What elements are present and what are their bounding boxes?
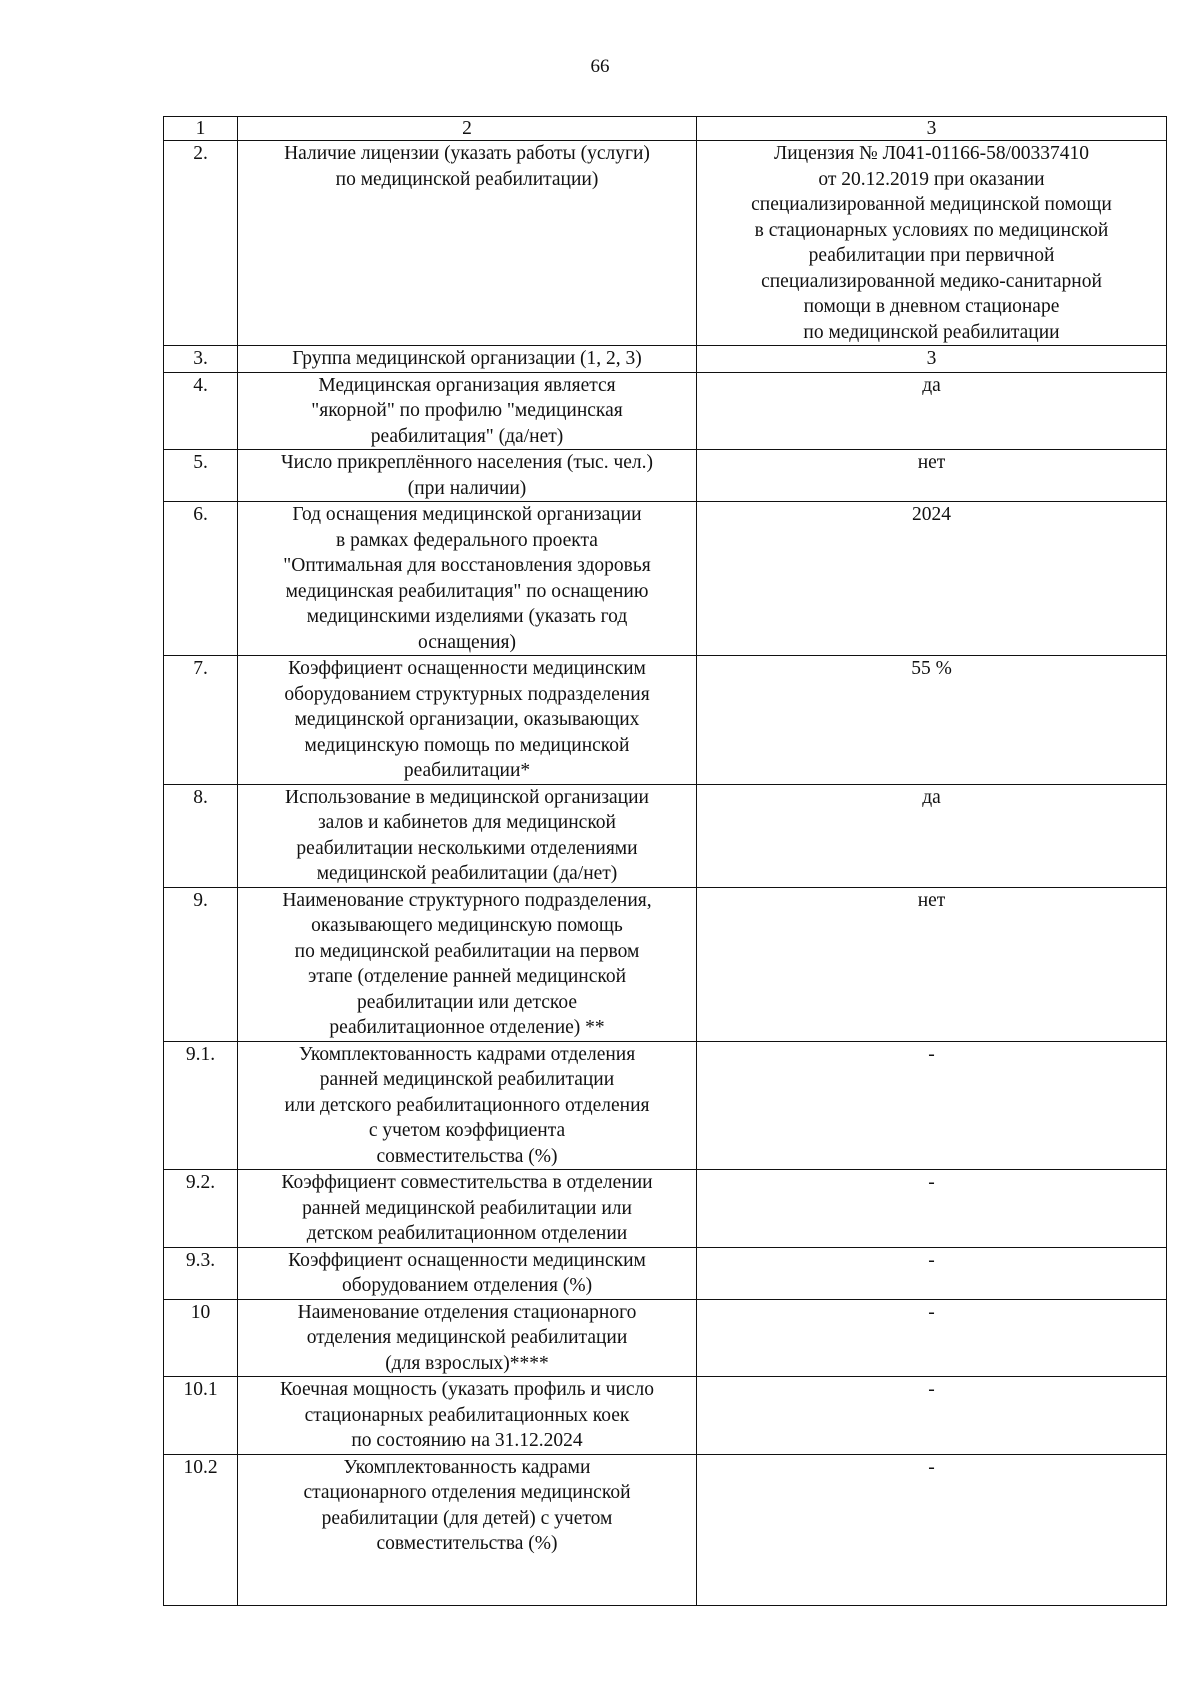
row-indicator: Коэффициент совместительства в отделении ранней медицинской реабилитации или детском реабилитационном отделении	[238, 1170, 697, 1248]
row-number: 5.	[164, 450, 238, 502]
row-indicator: Наименование отделения стационарного отделения медицинской реабилитации (для взрослых)****	[238, 1299, 697, 1377]
row-number: 9.	[164, 887, 238, 1041]
table-row	[164, 502, 1167, 656]
row-indicator: Укомплектованность кадрами стационарного отделения медицинской реабилитации (для детей) с учетом совместительства (%)	[238, 1454, 697, 1605]
row-value: Лицензия № Л041-01166-58/00337410 от 20.12.2019 при оказании специализированной медицинской помощи в стационарных условиях по медицинской реабилитации при первичной специализированной медико-санитарной помощи в дневном стационаре по медицинской реабилитации	[697, 141, 1167, 346]
row-value: 2024	[697, 502, 1167, 656]
data-table	[163, 116, 1167, 1606]
table-row	[164, 1170, 1167, 1248]
row-indicator: Коэффициент оснащенности медицинским оборудованием отделения (%)	[238, 1247, 697, 1299]
row-number: 8.	[164, 784, 238, 887]
row-indicator: Укомплектованность кадрами отделения ранней медицинской реабилитации или детского реабилитационного отделения с учетом коэффициента совместительства (%)	[238, 1041, 697, 1170]
table-row	[164, 1454, 1167, 1605]
row-value: нет	[697, 450, 1167, 502]
row-value: нет	[697, 887, 1167, 1041]
header-cell-3: 3	[697, 117, 1167, 141]
row-value: 55 %	[697, 656, 1167, 785]
row-indicator: Группа медицинской организации (1, 2, 3)	[238, 346, 697, 373]
row-value: -	[697, 1299, 1167, 1377]
row-number: 10	[164, 1299, 238, 1377]
table-row	[164, 887, 1167, 1041]
row-value: 3	[697, 346, 1167, 373]
row-number: 4.	[164, 372, 238, 450]
row-indicator: Наименование структурного подразделения, оказывающего медицинскую помощь по медицинской реабилитации на первом этапе (отделение ранней медицинской реабилитации или детское реабилитационное отделение) **	[238, 887, 697, 1041]
table-row	[164, 656, 1167, 785]
table-row	[164, 1299, 1167, 1377]
header-cell-1: 1	[164, 117, 238, 141]
table-row	[164, 372, 1167, 450]
row-number: 9.1.	[164, 1041, 238, 1170]
row-value: да	[697, 372, 1167, 450]
row-value: -	[697, 1454, 1167, 1605]
row-value: да	[697, 784, 1167, 887]
table-row	[164, 1247, 1167, 1299]
row-number: 9.3.	[164, 1247, 238, 1299]
table-row	[164, 1041, 1167, 1170]
row-indicator: Наличие лицензии (указать работы (услуги) по медицинской реабилитации)	[238, 141, 697, 346]
row-indicator: Число прикреплённого населения (тыс. чел.) (при наличии)	[238, 450, 697, 502]
table-header-row	[164, 117, 1167, 141]
row-number: 3.	[164, 346, 238, 373]
row-value: -	[697, 1247, 1167, 1299]
row-number: 7.	[164, 656, 238, 785]
row-indicator: Медицинская организация является "якорной" по профилю "медицинская реабилитация" (да/нет)	[238, 372, 697, 450]
table-row	[164, 450, 1167, 502]
row-number: 10.1	[164, 1377, 238, 1455]
table-row	[164, 1377, 1167, 1455]
row-value: -	[697, 1041, 1167, 1170]
row-indicator: Коечная мощность (указать профиль и число стационарных реабилитационных коек по состоянию на 31.12.2024	[238, 1377, 697, 1455]
row-indicator: Использование в медицинской организации залов и кабинетов для медицинской реабилитации несколькими отделениями медицинской реабилитации (да/нет)	[238, 784, 697, 887]
row-number: 6.	[164, 502, 238, 656]
page-number: 66	[590, 56, 610, 77]
row-number: 2.	[164, 141, 238, 346]
row-value: -	[697, 1377, 1167, 1455]
row-number: 9.2.	[164, 1170, 238, 1248]
row-value: -	[697, 1170, 1167, 1248]
row-indicator: Год оснащения медицинской организации в рамках федерального проекта "Оптимальная для восстановления здоровья медицинская реабилитация" по оснащению медицинскими изделиями (указать год оснащения)	[238, 502, 697, 656]
table-row	[164, 346, 1167, 373]
row-indicator: Коэффициент оснащенности медицинским оборудованием структурных подразделения медицинской организации, оказывающих медицинскую помощь по медицинской реабилитации*	[238, 656, 697, 785]
table-row	[164, 784, 1167, 887]
header-cell-2: 2	[238, 117, 697, 141]
table-row	[164, 141, 1167, 346]
row-number: 10.2	[164, 1454, 238, 1605]
